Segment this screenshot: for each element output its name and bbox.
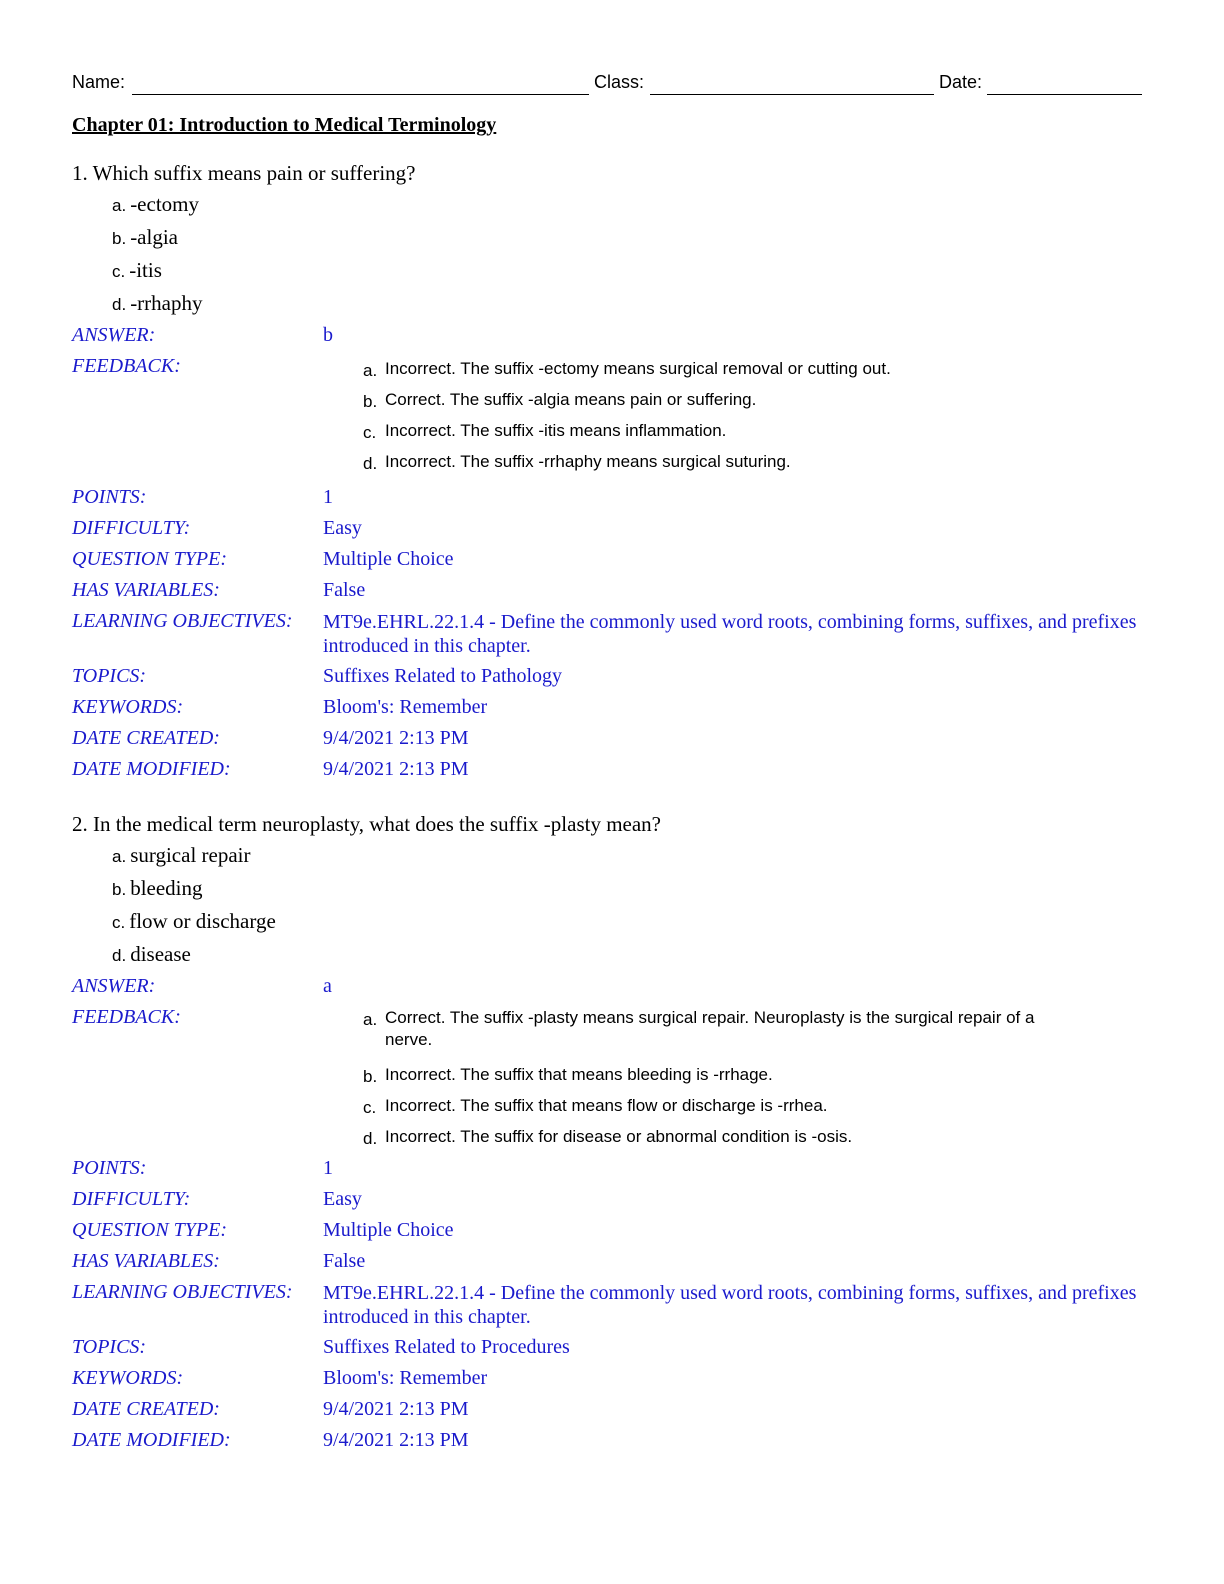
date-created-row: DATE CREATED: 9/4/2021 2:13 PM [72,1398,469,1420]
date-label: Date: [939,72,983,92]
answer-value: a [323,975,332,997]
points-row: POINTS: 1 [72,1157,333,1179]
name-label: Name: [72,72,126,92]
feedback-item: b. Correct. The suffix -algia means pain or suffering. [363,390,757,411]
feedback-item: c. Incorrect. The suffix -itis means inflammation. [363,421,727,442]
topics-row: TOPICS: Suffixes Related to Pathology [72,665,563,687]
difficulty-row: DIFFICULTY: Easy [72,517,362,539]
date-modified-row: DATE MODIFIED: 9/4/2021 2:13 PM [72,758,469,780]
class-label: Class: [594,72,645,92]
question-type-row: QUESTION TYPE: Multiple Choice [72,1219,454,1241]
question-block [72,809,1152,1456]
answer-option: d. -rrhaphy [112,291,203,315]
answer-option: c. flow or discharge [112,909,276,933]
student-info-header [72,72,1142,98]
answer-option: d. disease [112,942,191,966]
feedback-item: a. Incorrect. The suffix -ectomy means surgical removal or cutting out. [363,359,891,380]
answer-row: ANSWER: a [72,971,1152,1002]
answer-option: b. -algia [112,225,178,249]
topics-row: TOPICS: Suffixes Related to Procedures [72,1336,570,1358]
answer-option: c. -itis [112,258,162,282]
points-row: POINTS: 1 [72,486,333,508]
answer-option: b. bleeding [112,876,203,900]
has-variables-row: HAS VARIABLES: False [72,579,366,601]
date-blank-line [987,94,1142,95]
learning-objectives-row: LEARNING OBJECTIVES: MT9e.EHRL.22.1.4 - Define the commonly used word roots, combining forms, suffixes, and prefixes introduced in this chapter. [72,1281,1137,1328]
feedback-item: a. Correct. The suffix -plasty means surgical repair. Neuroplasty is the surgical repair of a nerve. [363,1008,1035,1049]
class-blank-line [650,94,934,95]
date-modified-row: DATE MODIFIED: 9/4/2021 2:13 PM [72,1429,469,1451]
keywords-row: KEYWORDS: Bloom's: Remember [72,696,488,718]
question-type-row: QUESTION TYPE: Multiple Choice [72,548,454,570]
answer-option: a. -ectomy [112,192,199,216]
question-block [72,158,1152,785]
question-stem: 2. In the medical term neuroplasty, what does the suffix -plasty mean? [72,812,661,836]
name-blank-line [132,94,589,95]
learning-objectives-row: LEARNING OBJECTIVES: MT9e.EHRL.22.1.4 - Define the commonly used word roots, combining forms, suffixes, and prefixes introduced in this chapter. [72,610,1137,657]
question-metadata [72,971,1152,1456]
keywords-row: KEYWORDS: Bloom's: Remember [72,1367,488,1389]
date-created-row: DATE CREATED: 9/4/2021 2:13 PM [72,727,469,749]
feedback-item: c. Incorrect. The suffix that means flow or discharge is -rrhea. [363,1096,828,1117]
feedback-row: FEEDBACK: a. Correct. The suffix -plasty means surgical repair. Neuroplasty is the surgical repair of a nerve. b. Incorrect. The suffix that means bleeding is -rrhage. c. Incorrect. The suffix that means flow or discharge is -rrhea. d. Incorrect. The suffix for disease or abnormal condition is -osis. [72,1002,1152,1153]
feedback-row: FEEDBACK: a. Incorrect. The suffix -ectomy means surgical removal or cutting out. b. Correct. The suffix -algia means pain or suffering. c. Incorrect. The suffix -itis means inflammation. d. Incorrect. The suffix -rrhaphy means surgical suturing. [72,351,1152,482]
chapter-title: Chapter 01: Introduction to Medical Terminology [72,114,497,136]
feedback-item: d. Incorrect. The suffix for disease or abnormal condition is -osis. [363,1127,853,1148]
feedback-item: b. Incorrect. The suffix that means bleeding is -rrhage. [363,1065,773,1086]
answer-row: ANSWER: b [72,320,1152,351]
has-variables-row: HAS VARIABLES: False [72,1250,366,1272]
question-stem: 1. Which suffix means pain or suffering? [72,161,416,185]
feedback-item: d. Incorrect. The suffix -rrhaphy means surgical suturing. [363,452,791,473]
answer-value: b [323,324,333,346]
difficulty-row: DIFFICULTY: Easy [72,1188,362,1210]
answer-option: a. surgical repair [112,843,251,867]
question-metadata [72,320,1152,785]
